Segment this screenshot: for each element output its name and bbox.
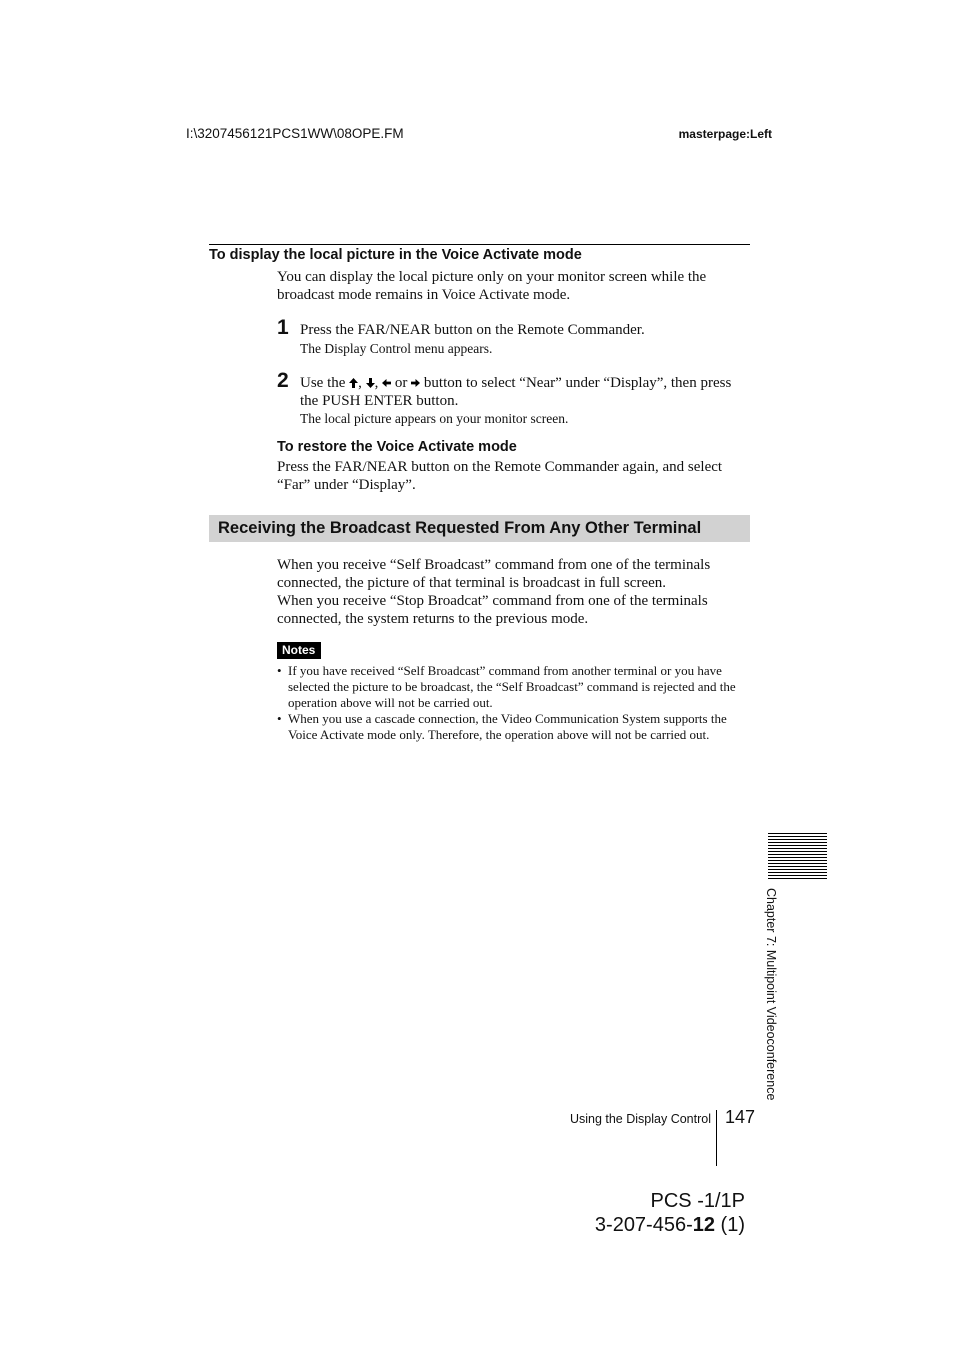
arrow-left-icon <box>382 378 391 388</box>
restore-paragraph: Press the FAR/NEAR button on the Remote Commander again, and select “Far” under “Display”. <box>277 459 723 493</box>
step-2-sep3: or <box>394 375 408 391</box>
page-number: 147 <box>725 1107 756 1127</box>
chapter-thumb-index <box>768 833 827 880</box>
broadcast-paragraph-1: When you receive “Self Broadcast” command from one of the terminals connected, the picture of that terminal is broadcast in full screen. <box>277 557 711 591</box>
step-2-number: 2 <box>277 369 289 392</box>
step-1-text: Press the FAR/NEAR button on the Remote Commander. <box>300 322 645 338</box>
arrow-up-icon <box>349 378 358 388</box>
note-item: • When you use a cascade connection, the Video Communication System supports the Voice Activate mode only. Therefore, the operation above will not be carried out. <box>277 711 749 743</box>
part-number-bold: 12 <box>692 1214 715 1236</box>
part-number <box>595 1214 745 1237</box>
chapter-side-label: Chapter 7: Multipoint Videoconference <box>764 888 778 1101</box>
notes-badge: Notes <box>277 642 321 659</box>
restore-subheading: To restore the Voice Activate mode <box>277 439 517 455</box>
broadcast-description <box>277 556 747 628</box>
step-1-number: 1 <box>277 316 289 339</box>
arrow-right-icon <box>411 378 420 388</box>
step-1-result: The Display Control menu appears. <box>300 341 493 356</box>
step-2-prefix: Use the <box>300 375 346 391</box>
note-item: • If you have received “Self Broadcast” command from another terminal or you have selected the picture to be broadcast, the “Self Broadcast” command is rejected and the operation above will not be carried out. <box>277 663 749 711</box>
model-code: PCS -1/1P <box>650 1190 745 1212</box>
section-heading-local-picture: To display the local picture in the Voice Activate mode <box>209 244 750 263</box>
notes-list <box>277 663 749 743</box>
header-file-path: I:\3207456121PCS1WW\08OPE.FM <box>186 126 404 141</box>
step-2-sep1: , <box>358 375 362 391</box>
intro-paragraph: You can display the local picture only on your monitor screen while the broadcast mode remains in Voice Activate mode. <box>277 269 707 303</box>
step-2-suffix: button to select “Near” under “Display”, then press the PUSH ENTER button. <box>300 375 732 409</box>
section-title-broadcast: Receiving the Broadcast Requested From Any Other Terminal <box>218 519 702 537</box>
step-2-sep2: , <box>374 375 379 391</box>
header-masterpage: masterpage:Left <box>678 127 772 141</box>
arrow-down-icon <box>366 378 375 388</box>
footer-divider <box>716 1110 717 1166</box>
step-2-text <box>300 374 750 410</box>
part-number-suffix: (1) <box>715 1214 745 1236</box>
part-number-prefix: 3-207-456- <box>594 1214 693 1236</box>
footer-section-title: Using the Display Control <box>569 1112 711 1126</box>
broadcast-paragraph-2: When you receive “Stop Broadcat” command from one of the terminals connected, the system returns to the previous mode. <box>277 593 708 627</box>
step-2-result: The local picture appears on your monitor screen. <box>300 411 569 426</box>
